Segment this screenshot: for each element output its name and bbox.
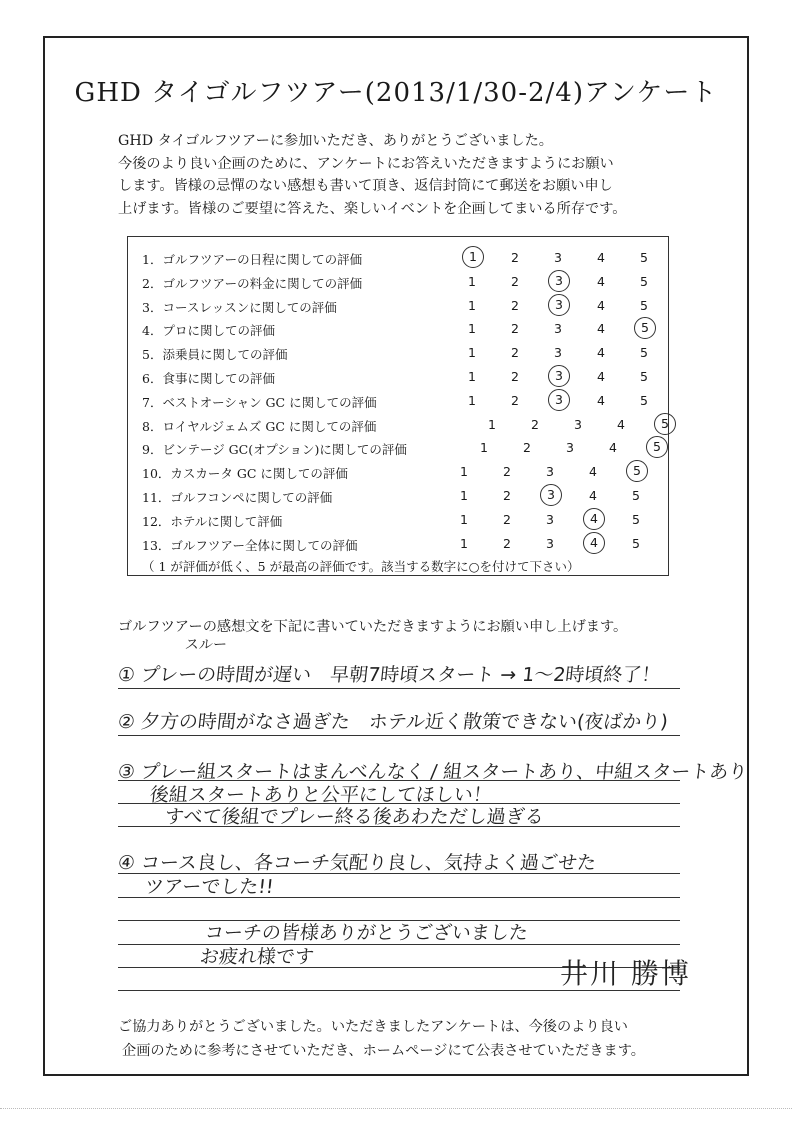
handwritten-line: すべて後組でプレー終る後あわただし過ぎる	[163, 806, 545, 828]
handwritten-line: ④ コース良し、各コーチ気配り良し、気持よく過ごせた	[116, 852, 598, 874]
closing-line: ご協力ありがとうございました。いただきましたアンケートは、今後のより良い	[118, 1019, 628, 1035]
rating-choice[interactable]: 1	[460, 511, 468, 527]
intro-line: 上げます。皆様のご要望に答えた、楽しいイベントを企画してまいる所存です。	[118, 200, 627, 217]
intro-line: GHD タイゴルフツアーに参加いただき、ありがとうございました。	[118, 133, 553, 149]
comments-prompt: ゴルフツアーの感想文を下記に書いていただきますようにお願い申し上げます。	[118, 619, 628, 635]
rating-choice[interactable]: 1	[468, 297, 476, 313]
rating-note: （ 1 が評価が低く、5 が最高の評価です。該当する数字に○を付けて下さい）	[142, 559, 580, 574]
rating-row	[128, 414, 668, 436]
intro-line: 今後のより良い企画のために、アンケートにお答えいただきますようにお願い	[118, 155, 614, 172]
rating-choice[interactable]: 3	[546, 464, 554, 480]
rating-choice[interactable]: 2	[503, 464, 511, 480]
rating-choice[interactable]: 5	[640, 392, 648, 408]
rating-choice[interactable]: 1	[468, 392, 476, 408]
rating-choice-circled[interactable]: 3	[540, 484, 562, 506]
rating-choice[interactable]: 3	[574, 416, 582, 432]
ruled-line	[118, 688, 680, 689]
handwritten-line: コーチの皆様ありがとうございました	[203, 922, 530, 944]
handwritten-line: ツアーでした!!	[143, 876, 275, 898]
rating-choice[interactable]: 2	[523, 440, 531, 456]
rating-choice-circled[interactable]: 5	[626, 460, 648, 482]
rating-choice-circled[interactable]: 4	[583, 532, 605, 554]
rating-choice[interactable]: 2	[511, 392, 519, 408]
rating-label: 12．ホテルに関して評価	[142, 513, 283, 529]
rating-choice[interactable]: 3	[566, 440, 574, 456]
rating-choice[interactable]: 2	[511, 273, 519, 289]
rating-choice[interactable]: 3	[546, 535, 554, 551]
rating-choice[interactable]: 3	[554, 250, 562, 265]
rating-row	[128, 390, 668, 412]
rating-choice[interactable]: 4	[597, 369, 605, 384]
rating-row	[128, 461, 668, 483]
rating-label: 10．カスカータ GC に関しての評価	[142, 466, 348, 482]
rating-row	[128, 366, 668, 388]
rating-choice-circled[interactable]: 3	[548, 365, 570, 387]
rating-choice[interactable]: 4	[617, 416, 625, 432]
rating-choice[interactable]: 1	[488, 416, 496, 432]
closing-text	[118, 1015, 645, 1063]
rating-choice[interactable]: 5	[640, 297, 648, 313]
rating-choice-circled[interactable]: 5	[646, 436, 668, 458]
rating-choice-circled[interactable]: 3	[548, 294, 570, 316]
rating-choice-circled[interactable]: 5	[654, 413, 676, 435]
rating-choice[interactable]: 1	[468, 369, 476, 384]
rating-choice[interactable]: 5	[632, 488, 640, 503]
rating-row	[128, 485, 668, 507]
rating-label: 6．食事に関しての評価	[142, 371, 275, 386]
rating-label: 1．ゴルフツアーの日程に関しての評価	[142, 252, 363, 267]
rating-choice-circled[interactable]: 3	[548, 389, 570, 411]
rating-choice[interactable]: 3	[554, 321, 562, 337]
rating-choice[interactable]: 1	[460, 488, 468, 503]
rating-choice[interactable]: 1	[468, 273, 476, 289]
rating-choice[interactable]: 1	[480, 440, 488, 456]
rating-choice-circled[interactable]: 4	[583, 508, 605, 530]
rating-choice[interactable]: 1	[460, 464, 468, 480]
rating-label: 7．ベストオーシャン GC に関しての評価	[142, 394, 377, 410]
rating-choice[interactable]: 1	[468, 345, 476, 361]
rating-choice[interactable]: 3	[546, 511, 554, 527]
closing-line: 企画のために参考にさせていただき、ホームページにて公表させていただきます。	[122, 1043, 645, 1059]
rating-choice[interactable]: 5	[640, 250, 648, 265]
rating-choice[interactable]: 2	[503, 488, 511, 503]
rating-label: 13．ゴルフツアー全体に関しての評価	[142, 537, 358, 553]
rating-row	[128, 247, 668, 269]
rating-row	[128, 533, 668, 555]
rating-choice[interactable]: 2	[503, 535, 511, 551]
rating-label: 11．ゴルフコンペに関しての評価	[142, 490, 333, 505]
handwritten-line: ③ プレー組スタートはまんべんなく / 組スタートあり、中組スタートあり	[116, 761, 749, 783]
rating-choice[interactable]: 5	[640, 345, 648, 361]
rating-row	[128, 437, 668, 459]
rating-choice[interactable]: 4	[597, 273, 605, 289]
rating-choice[interactable]: 1	[468, 321, 476, 337]
intro-text	[118, 130, 708, 220]
rating-choice-circled[interactable]: 3	[548, 270, 570, 292]
rating-row	[128, 342, 668, 364]
rating-choice[interactable]: 1	[460, 535, 468, 551]
rating-label: 2．ゴルフツアーの料金に関しての評価	[142, 275, 363, 291]
rating-choice[interactable]: 2	[511, 250, 519, 265]
rating-label: 9．ビンテージ GC(オプション)に関しての評価	[142, 442, 407, 458]
rating-label: 8．ロイヤルジェムズ GC に関しての評価	[142, 418, 377, 434]
rating-choice[interactable]: 2	[511, 321, 519, 337]
rating-choice[interactable]: 3	[554, 345, 562, 361]
signature: 井川 勝博	[560, 957, 691, 990]
ruled-line	[118, 735, 680, 736]
rating-row	[128, 509, 668, 531]
rating-choice-circled[interactable]: 1	[462, 246, 484, 268]
handwritten-note: スルー	[184, 637, 228, 653]
rating-label: 5．添乗員に関しての評価	[142, 347, 288, 363]
rating-choice[interactable]: 4	[597, 392, 605, 408]
rating-choice[interactable]: 4	[597, 297, 605, 313]
rating-row	[128, 318, 668, 340]
rating-row	[128, 295, 668, 317]
page-title: GHD タイゴルフツアー(2013/1/30-2/4)アンケート	[74, 78, 718, 108]
rating-label: 3．コースレッスンに関しての評価	[142, 299, 337, 315]
rating-choice[interactable]: 4	[589, 488, 597, 503]
rating-choice[interactable]: 4	[589, 464, 597, 480]
rating-choice[interactable]: 2	[531, 416, 539, 432]
intro-line: します。皆様の忌憚のない感想も書いて頂き、返信封筒にて郵送をお願い申し	[118, 178, 613, 194]
handwritten-line: ② 夕方の時間がなさ過ぎた ホテル近く散策できない(夜ばかり)	[116, 711, 669, 733]
rating-label: 4．プロに関しての評価	[142, 323, 275, 339]
rating-choice[interactable]: 5	[632, 511, 640, 527]
scan-edge	[0, 1108, 792, 1109]
rating-choice[interactable]: 2	[511, 345, 519, 361]
rating-choice[interactable]: 2	[503, 511, 511, 527]
rating-choice[interactable]: 2	[511, 369, 519, 384]
rating-choice[interactable]: 2	[511, 297, 519, 313]
rating-choice[interactable]: 5	[640, 273, 648, 289]
handwritten-line: 後組スタートありと公平にしてほしい！	[148, 784, 494, 806]
rating-choice-circled[interactable]: 5	[634, 317, 656, 339]
rating-choice[interactable]: 4	[597, 250, 605, 265]
handwritten-line: お疲れ様です	[198, 946, 316, 968]
rating-table	[127, 236, 669, 576]
rating-choice[interactable]: 4	[597, 321, 605, 337]
rating-choice[interactable]: 5	[632, 535, 640, 551]
rating-choice[interactable]: 4	[609, 440, 617, 456]
rating-row	[128, 271, 668, 293]
rating-choice[interactable]: 5	[640, 369, 648, 384]
rating-choice[interactable]: 4	[597, 345, 605, 361]
handwritten-line: ① プレーの時間が遅い 早朝7時頃スタート → 1～2時頃終了！	[116, 664, 662, 686]
